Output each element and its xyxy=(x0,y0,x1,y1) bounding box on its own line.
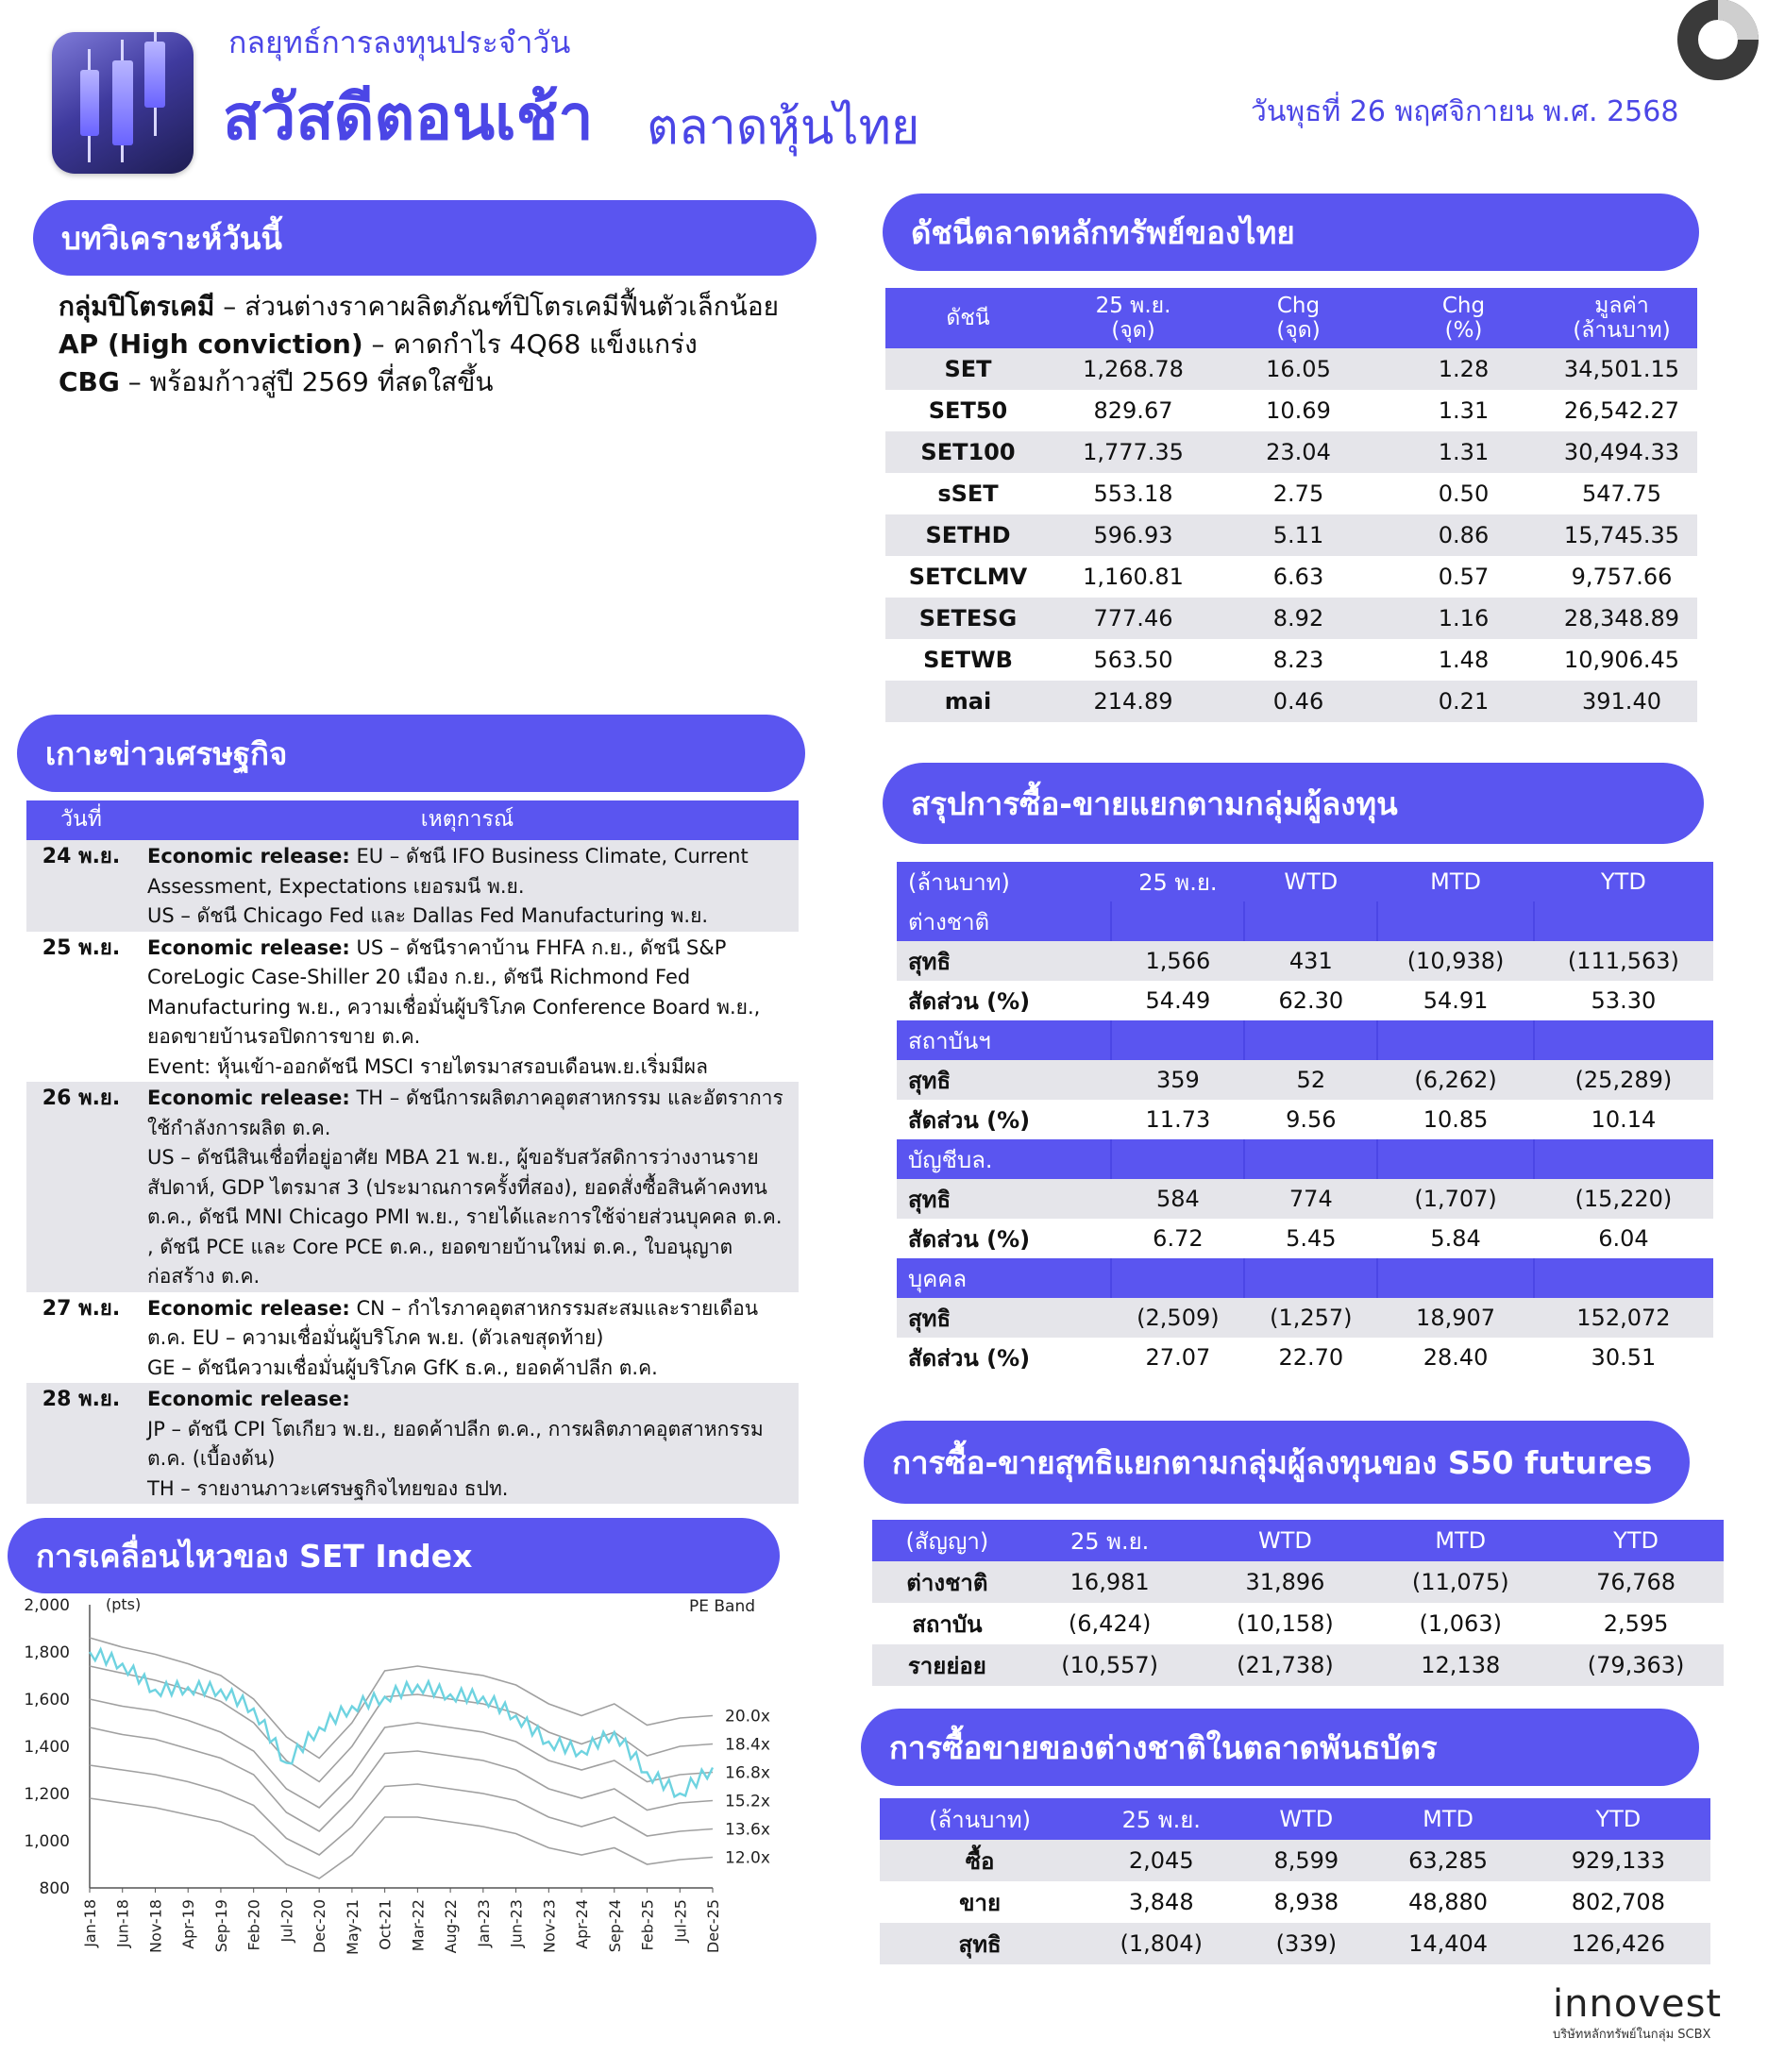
table-row xyxy=(26,1292,799,1384)
table-row xyxy=(885,556,1697,598)
table-cell: 1.31 xyxy=(1381,431,1546,473)
news-heading: เกาะข่าวเศรษฐกิจ xyxy=(17,715,805,792)
table-cell: 34,501.15 xyxy=(1546,348,1697,390)
table-cell: 26,542.27 xyxy=(1546,390,1697,431)
pe-band-label: 12.0x xyxy=(725,1848,770,1868)
table-cell: 0.46 xyxy=(1216,681,1381,722)
group-row xyxy=(897,1020,1713,1060)
table-cell: ขาย xyxy=(880,1881,1080,1923)
table-row xyxy=(872,1603,1724,1644)
table-cell: (1,257) xyxy=(1244,1298,1377,1338)
futures-table-heading: การซื้อ-ขายสุทธิแยกตามกลุ่มผู้ลงทุนของ S50 futures xyxy=(864,1421,1690,1504)
news-line: Economic release: US – ดัชนีราคาบ้าน FHFA ก.ย., ดัชนี S&P xyxy=(147,935,727,959)
table-cell: 76,768 xyxy=(1548,1561,1724,1603)
table-row xyxy=(885,681,1697,722)
table-cell: (339) xyxy=(1242,1923,1370,1964)
col-header: มูลค่า (ล้านบาท) xyxy=(1546,288,1697,348)
table-cell: 53.30 xyxy=(1534,981,1713,1020)
table-cell: SETCLMV xyxy=(885,556,1051,598)
table-cell: ซื้อ xyxy=(880,1840,1080,1881)
x-tick-label: Sep-19 xyxy=(211,1899,230,1953)
table-cell: 54.49 xyxy=(1111,981,1244,1020)
table-cell: 2,595 xyxy=(1548,1603,1724,1644)
table-cell: สัดส่วน (%) xyxy=(897,1219,1111,1258)
table-cell: (1,063) xyxy=(1372,1603,1548,1644)
table-cell: (1,804) xyxy=(1080,1923,1242,1964)
table-cell: 5.11 xyxy=(1216,514,1381,556)
table-cell: สัดส่วน (%) xyxy=(897,1338,1111,1377)
y-tick-label: 1,000 xyxy=(24,1832,70,1851)
table-cell xyxy=(1534,1139,1713,1179)
group-row xyxy=(897,901,1713,941)
table-cell: 1.28 xyxy=(1381,348,1546,390)
group-row xyxy=(897,1139,1713,1179)
table-cell: sSET xyxy=(885,473,1051,514)
table-cell: สัดส่วน (%) xyxy=(897,981,1111,1020)
news-line: ต.ค. EU – ความเชื่อมั่นผู้บริโภค พ.ย. (ตัวเลขสุดท้าย) xyxy=(147,1326,604,1349)
group-label: สถาบันฯ xyxy=(897,1020,1111,1060)
table-cell: (10,158) xyxy=(1198,1603,1373,1644)
table-cell: SETHD xyxy=(885,514,1051,556)
table-cell: 11.73 xyxy=(1111,1100,1244,1139)
table-cell: (10,557) xyxy=(1022,1644,1198,1686)
table-row xyxy=(26,1082,799,1292)
table-cell xyxy=(1111,1258,1244,1298)
x-tick-label: Nov-23 xyxy=(540,1899,559,1953)
table-cell xyxy=(1111,901,1244,941)
table-cell: 6.04 xyxy=(1534,1219,1713,1258)
analysis-item: CBG – พร้อมก้าวสู่ปี 2569 ที่สดใสขึ้น xyxy=(59,366,494,397)
table-cell: 22.70 xyxy=(1244,1338,1377,1377)
table-cell: สถาบัน xyxy=(872,1603,1022,1644)
x-tick-label: Dec-25 xyxy=(704,1899,722,1954)
col-header: MTD xyxy=(1377,862,1534,901)
table-cell: 563.50 xyxy=(1051,639,1216,681)
table-cell: 431 xyxy=(1244,941,1377,981)
table-row xyxy=(885,598,1697,639)
table-cell: (2,509) xyxy=(1111,1298,1244,1338)
table-cell: (21,738) xyxy=(1198,1644,1373,1686)
news-line: ต.ค. (เบื้องต้น) xyxy=(147,1447,276,1470)
investor-table-heading: สรุปการซื้อ-ขายแยกตามกลุ่มผู้ลงทุน xyxy=(883,763,1704,844)
col-header: 25 พ.ย. (จุด) xyxy=(1051,288,1216,348)
table-cell: 829.67 xyxy=(1051,390,1216,431)
col-header: MTD xyxy=(1372,1520,1548,1561)
y-tick-label: 2,000 xyxy=(24,1596,70,1615)
table-cell: 596.93 xyxy=(1051,514,1216,556)
table-cell: 774 xyxy=(1244,1179,1377,1219)
table-cell: (15,220) xyxy=(1534,1179,1713,1219)
x-tick-label: Nov-18 xyxy=(146,1899,165,1953)
table-cell: SETESG xyxy=(885,598,1051,639)
table-cell: 6.63 xyxy=(1216,556,1381,598)
news-line: Economic release: CN – กำไรภาคอุตสาหกรรมสะสมและรายเดือน xyxy=(147,1296,759,1320)
table-cell: 802,708 xyxy=(1526,1881,1710,1923)
y-axis-label: (pts) xyxy=(106,1595,142,1613)
pe-band-label: 18.4x xyxy=(725,1735,770,1755)
index-table-heading: ดัชนีตลาดหลักทรัพย์ของไทย xyxy=(883,194,1699,271)
table-cell: 10,906.45 xyxy=(1546,639,1697,681)
news-line: Economic release: TH – ดัชนีการผลิตภาคอุตสาหกรรม และอัตราการ xyxy=(147,1087,783,1109)
table-row xyxy=(897,1219,1713,1258)
table-cell: 54.91 xyxy=(1377,981,1534,1020)
group-label: ต่างชาติ xyxy=(897,901,1111,941)
table-cell xyxy=(1111,1139,1244,1179)
news-date: 28 พ.ย. xyxy=(26,1383,136,1504)
col-header: Chg (จุด) xyxy=(1216,288,1381,348)
table-row xyxy=(885,473,1697,514)
group-label: บัญชีบล. xyxy=(897,1139,1111,1179)
table-cell: (10,938) xyxy=(1377,941,1534,981)
col-header: เหตุการณ์ xyxy=(136,800,799,840)
pe-band-title: PE Band xyxy=(689,1597,756,1616)
table-cell: สุทธิ xyxy=(897,941,1111,981)
table-cell: 0.57 xyxy=(1381,556,1546,598)
news-line: Economic release: xyxy=(147,1388,350,1410)
table-row xyxy=(897,1100,1713,1139)
table-row xyxy=(872,1561,1724,1603)
table-cell: 2.75 xyxy=(1216,473,1381,514)
table-row xyxy=(885,348,1697,390)
analysis-heading: บทวิเคราะห์วันนี้ xyxy=(33,200,817,276)
table-cell: 391.40 xyxy=(1546,681,1697,722)
table-cell: สุทธิ xyxy=(897,1060,1111,1100)
news-date: 25 พ.ย. xyxy=(26,932,136,1083)
table-row xyxy=(872,1644,1724,1686)
news-line: GE – ดัชนีความเชื่อมั่นผู้บริโภค GfK ธ.ค., ยอดค้าปลีก ต.ค. xyxy=(147,1356,658,1379)
news-line: ก่อสร้าง ต.ค. xyxy=(147,1265,261,1288)
table-cell: 27.07 xyxy=(1111,1338,1244,1377)
x-tick-label: Oct-21 xyxy=(376,1899,395,1950)
table-row xyxy=(885,514,1697,556)
table-cell: 584 xyxy=(1111,1179,1244,1219)
news-line: US – ดัชนี Chicago Fed และ Dallas Fed Manufacturing พ.ย. xyxy=(147,904,709,927)
table-cell: SETWB xyxy=(885,639,1051,681)
bond-table xyxy=(880,1798,1710,1964)
x-tick-label: Feb-25 xyxy=(638,1899,657,1951)
news-line: , ดัชนี PCE และ Core PCE ต.ค., ยอดขายบ้านใหม่ ต.ค., ใบอนุญาต xyxy=(147,1235,733,1258)
x-tick-label: Jan-18 xyxy=(81,1899,99,1947)
set-chart-heading: การเคลื่อนไหวของ SET Index xyxy=(8,1518,780,1593)
table-cell: 52 xyxy=(1244,1060,1377,1100)
news-line: ต.ค., ดัชนี MNI Chicago PMI พ.ย., รายได้และการใช้จ่ายส่วนบุคคล ต.ค. xyxy=(147,1205,783,1228)
investor-table xyxy=(897,862,1713,1377)
table-cell: 1,160.81 xyxy=(1051,556,1216,598)
table-cell: 30,494.33 xyxy=(1546,431,1697,473)
table-row xyxy=(880,1923,1710,1964)
candle-bar xyxy=(112,60,133,145)
bond-table-heading: การซื้อขายของต่างชาติในตลาดพันธบัตร xyxy=(861,1709,1699,1786)
table-row xyxy=(885,390,1697,431)
col-header: YTD xyxy=(1534,862,1713,901)
table-cell: 63,285 xyxy=(1370,1840,1525,1881)
page-subtitle: กลยุทธ์การลงทุนประจำวัน xyxy=(228,25,571,60)
x-tick-label: Sep-24 xyxy=(605,1899,624,1953)
news-line: Assessment, Expectations เยอรมนี พ.ย. xyxy=(147,874,525,898)
col-header: WTD xyxy=(1242,1798,1370,1840)
table-cell xyxy=(1377,901,1534,941)
col-header: 25 พ.ย. xyxy=(1022,1520,1198,1561)
col-header: 25 พ.ย. xyxy=(1080,1798,1242,1840)
table-row xyxy=(26,932,799,1083)
table-cell: 8,938 xyxy=(1242,1881,1370,1923)
table-cell: (11,075) xyxy=(1372,1561,1548,1603)
table-cell xyxy=(1244,1139,1377,1179)
table-cell: สัดส่วน (%) xyxy=(897,1100,1111,1139)
col-header: MTD xyxy=(1370,1798,1525,1840)
table-cell: 18,907 xyxy=(1377,1298,1534,1338)
brand-name: innovest xyxy=(1553,1982,1723,2026)
table-cell: 9.56 xyxy=(1244,1100,1377,1139)
pe-band-label: 15.2x xyxy=(725,1792,770,1811)
analysis-item: กลุ่มปิโตรเคมี – ส่วนต่างราคาผลิตภัณฑ์ปิโตรเคมีฟื้นตัวเล็กน้อย xyxy=(59,291,780,322)
x-tick-label: Jun-23 xyxy=(507,1899,526,1948)
table-cell: 28,348.89 xyxy=(1546,598,1697,639)
news-line: Event: หุ้นเข้า-ออกดัชนี MSCI รายไตรมาสรอบเดือนพ.ย.เริ่มมีผล xyxy=(147,1054,708,1078)
table-cell: mai xyxy=(885,681,1051,722)
table-cell: 214.89 xyxy=(1051,681,1216,722)
news-date: 27 พ.ย. xyxy=(26,1292,136,1384)
set-index-chart xyxy=(0,1591,774,1959)
footer-brand-logo xyxy=(1553,1982,1722,2044)
x-tick-label: Jan-23 xyxy=(474,1899,493,1947)
brand-logo-tile xyxy=(52,32,194,174)
x-tick-label: Jul-25 xyxy=(671,1899,690,1943)
table-cell: 1,777.35 xyxy=(1051,431,1216,473)
table-cell: รายย่อย xyxy=(872,1644,1022,1686)
table-cell: SET xyxy=(885,348,1051,390)
col-header: (ล้านบาท) xyxy=(897,862,1111,901)
group-label: บุคคล xyxy=(897,1258,1111,1298)
news-table xyxy=(26,800,799,1504)
table-cell: 8,599 xyxy=(1242,1840,1370,1881)
col-header: YTD xyxy=(1548,1520,1724,1561)
table-cell xyxy=(1377,1139,1534,1179)
table-row xyxy=(885,431,1697,473)
table-cell: 23.04 xyxy=(1216,431,1381,473)
y-tick-label: 1,200 xyxy=(24,1785,70,1804)
table-cell: ต่างชาติ xyxy=(872,1561,1022,1603)
table-cell: 0.50 xyxy=(1381,473,1546,514)
y-tick-label: 1,400 xyxy=(24,1738,70,1757)
table-cell: 30.51 xyxy=(1534,1338,1713,1377)
table-row xyxy=(897,1060,1713,1100)
table-cell: สุทธิ xyxy=(897,1298,1111,1338)
table-cell: 777.46 xyxy=(1051,598,1216,639)
y-tick-label: 800 xyxy=(39,1879,70,1898)
col-header: Chg (%) xyxy=(1381,288,1546,348)
table-cell xyxy=(1534,1020,1713,1060)
table-cell: 31,896 xyxy=(1198,1561,1373,1603)
table-row xyxy=(26,1383,799,1504)
news-line: สัปดาห์, GDP ไตรมาส 3 (ประมาณการครั้งที่สอง), ยอดสั่งซื้อสินค้าคงทน xyxy=(147,1175,767,1199)
y-tick-label: 1,600 xyxy=(24,1691,70,1710)
col-header: WTD xyxy=(1244,862,1377,901)
table-cell: 1.31 xyxy=(1381,390,1546,431)
news-line: CoreLogic Case-Shiller 20 เมือง ก.ย., ดัชนี Richmond Fed xyxy=(147,966,691,988)
table-cell: 2,045 xyxy=(1080,1840,1242,1881)
col-header: (ล้านบาท) xyxy=(880,1798,1080,1840)
table-cell xyxy=(1111,1020,1244,1060)
table-cell: 1,268.78 xyxy=(1051,348,1216,390)
table-cell: 152,072 xyxy=(1534,1298,1713,1338)
pe-band-label: 20.0x xyxy=(725,1707,770,1727)
table-cell: 929,133 xyxy=(1526,1840,1710,1881)
table-cell xyxy=(1244,1258,1377,1298)
table-cell: SET50 xyxy=(885,390,1051,431)
table-cell: 0.86 xyxy=(1381,514,1546,556)
table-cell: 10.69 xyxy=(1216,390,1381,431)
table-cell xyxy=(1534,901,1713,941)
table-cell xyxy=(1244,1020,1377,1060)
table-cell: 5.45 xyxy=(1244,1219,1377,1258)
table-cell xyxy=(1534,1258,1713,1298)
table-cell xyxy=(1244,901,1377,941)
table-cell: สุทธิ xyxy=(880,1923,1080,1964)
col-header: ดัชนี xyxy=(885,288,1051,348)
table-cell: 12,138 xyxy=(1372,1644,1548,1686)
table-row xyxy=(897,1338,1713,1377)
table-row xyxy=(897,1298,1713,1338)
news-line: Manufacturing พ.ย., ความเชื่อมั่นผู้บริโภค Conference Board พ.ย., xyxy=(147,995,761,1019)
col-header: วันที่ xyxy=(26,800,136,840)
corner-donut-logo-icon xyxy=(1676,0,1760,80)
table-cell: 28.40 xyxy=(1377,1338,1534,1377)
table-cell: 15,745.35 xyxy=(1546,514,1697,556)
report-date: วันพุธที่ 26 พฤศจิกายน พ.ศ. 2568 xyxy=(1251,95,1679,128)
table-cell: 9,757.66 xyxy=(1546,556,1697,598)
news-date: 24 พ.ย. xyxy=(26,840,136,932)
x-tick-label: Mar-22 xyxy=(409,1899,428,1952)
news-event xyxy=(136,840,799,932)
pe-band-line xyxy=(90,1765,713,1855)
table-row xyxy=(880,1881,1710,1923)
news-line: ใช้กำลังการผลิต ต.ค. xyxy=(147,1116,331,1139)
col-header: YTD xyxy=(1526,1798,1710,1840)
news-line: TH – รายงานภาวะเศรษฐกิจไทยของ ธปท. xyxy=(147,1476,509,1500)
table-cell: (79,363) xyxy=(1548,1644,1724,1686)
col-header: 25 พ.ย. xyxy=(1111,862,1244,901)
set-index-line xyxy=(90,1649,713,1796)
pe-band-label: 13.6x xyxy=(725,1820,770,1840)
col-header: (สัญญา) xyxy=(872,1520,1022,1561)
table-cell: 10.85 xyxy=(1377,1100,1534,1139)
table-cell: (25,289) xyxy=(1534,1060,1713,1100)
table-cell: 1.48 xyxy=(1381,639,1546,681)
table-cell: 8.92 xyxy=(1216,598,1381,639)
news-event xyxy=(136,1082,799,1292)
news-line: JP – ดัชนี CPI โตเกียว พ.ย., ยอดค้าปลีก ต.ค., การผลิตภาคอุตสาหกรรม xyxy=(147,1417,764,1440)
group-row xyxy=(897,1258,1713,1298)
x-tick-label: Apr-24 xyxy=(573,1899,592,1949)
table-cell xyxy=(1377,1020,1534,1060)
table-cell: 6.72 xyxy=(1111,1219,1244,1258)
table-cell: 16.05 xyxy=(1216,348,1381,390)
table-cell: 1.16 xyxy=(1381,598,1546,639)
futures-table xyxy=(872,1520,1724,1686)
news-event xyxy=(136,1292,799,1384)
table-cell: 62.30 xyxy=(1244,981,1377,1020)
news-event xyxy=(136,1383,799,1504)
news-event xyxy=(136,932,799,1083)
table-cell: 16,981 xyxy=(1022,1561,1198,1603)
analysis-list xyxy=(59,288,779,401)
table-cell: 0.21 xyxy=(1381,681,1546,722)
x-tick-label: Feb-20 xyxy=(244,1899,263,1951)
page-title: สวัสดีตอนเช้า xyxy=(223,81,594,154)
table-cell: 10.14 xyxy=(1534,1100,1713,1139)
table-cell: (6,424) xyxy=(1022,1603,1198,1644)
candle-bar xyxy=(144,42,165,108)
col-header: WTD xyxy=(1198,1520,1373,1561)
table-row xyxy=(880,1840,1710,1881)
table-cell: 48,880 xyxy=(1370,1881,1525,1923)
x-tick-label: Jul-20 xyxy=(278,1899,296,1943)
table-row xyxy=(897,941,1713,981)
table-cell: 547.75 xyxy=(1546,473,1697,514)
table-cell: สุทธิ xyxy=(897,1179,1111,1219)
table-cell xyxy=(1377,1258,1534,1298)
table-cell: (1,707) xyxy=(1377,1179,1534,1219)
x-tick-label: Apr-19 xyxy=(179,1899,198,1949)
x-tick-label: May-21 xyxy=(343,1899,362,1955)
table-cell: 14,404 xyxy=(1370,1923,1525,1964)
pe-band-label: 16.8x xyxy=(725,1763,770,1783)
y-tick-label: 1,800 xyxy=(24,1643,70,1662)
x-tick-label: Aug-22 xyxy=(442,1899,461,1954)
table-cell: (6,262) xyxy=(1377,1060,1534,1100)
news-line: ยอดขายบ้านรอปิดการขาย ต.ค. xyxy=(147,1025,421,1048)
table-cell: 359 xyxy=(1111,1060,1244,1100)
page-title-secondary: ตลาดหุ้นไทย xyxy=(647,99,920,156)
pe-band-line xyxy=(90,1798,713,1878)
news-line: Economic release: EU – ดัชนี IFO Business Climate, Current xyxy=(147,845,749,868)
x-tick-label: Jun-18 xyxy=(113,1899,132,1948)
analysis-item: AP (High conviction) – คาดกำไร 4Q68 แข็งแกร่ง xyxy=(59,328,698,360)
table-cell: (111,563) xyxy=(1534,941,1713,981)
news-date: 26 พ.ย. xyxy=(26,1082,136,1292)
table-row xyxy=(26,840,799,932)
table-row xyxy=(897,981,1713,1020)
table-cell: 8.23 xyxy=(1216,639,1381,681)
brand-tagline: บริษัทหลักทรัพย์ในกลุ่ม SCBX xyxy=(1553,2028,1711,2042)
table-cell: SET100 xyxy=(885,431,1051,473)
news-line: US – ดัชนีสินเชื่อที่อยู่อาศัย MBA 21 พ.ย., ผู้ขอรับสวัสดิการว่างงานราย xyxy=(147,1146,759,1169)
table-cell: 126,426 xyxy=(1526,1923,1710,1964)
candle-bar xyxy=(80,70,99,136)
x-tick-label: Dec-20 xyxy=(311,1899,329,1954)
table-cell: 1,566 xyxy=(1111,941,1244,981)
table-row xyxy=(885,639,1697,681)
table-row xyxy=(897,1179,1713,1219)
table-cell: 3,848 xyxy=(1080,1881,1242,1923)
index-table xyxy=(885,288,1697,722)
table-cell: 5.84 xyxy=(1377,1219,1534,1258)
table-cell: 553.18 xyxy=(1051,473,1216,514)
